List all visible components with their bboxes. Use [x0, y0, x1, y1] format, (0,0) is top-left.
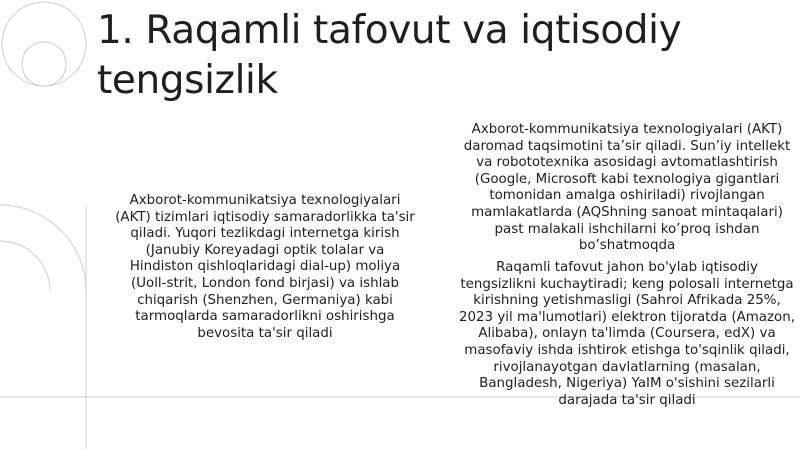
- left-paragraph: Axborot-kommunikatsiya texnologiyalari (AKT) tizimlari iqtisodiy samaradorlikka ta'sir qiladi. Yuqori tezlikdagi internetga kirish (Janubiy Koreyadagi optik tolalar va Hindiston qishloqlaridagi dial-up) moliya (Uoll-strit, London fond birjasi) va ishlab chiqarish (Shenzhen, Germaniya) kabi tarmoqlarda samaradorlikni oshirishga bevosita ta'sir qiladi: [115, 193, 415, 341]
- slide-title: 1. Raqamli tafovut va iqtisodiy tengsizlik: [97, 8, 682, 103]
- right-paragraph-bottom: Raqamli tafovut jahon bo'ylab iqtisodiy tengsizlikni kuchaytiradi; keng polosali internetga kirishning yetishmasligi (Sahroi Afrikada 25%, 2023 yil ma'lumotlari) elektron tijoratda (Amazon, Alibaba), onlayn ta'limda (Coursera, edX) va masofaviy ishda ishtirok etishga to'sqinlik qiladi, rivojlanayotgan davlatlarning (masalan, Bangladesh, Nigeriya) YaIM o'sishini sezilarli darajada ta'sir qiladi: [459, 260, 795, 408]
- deco-small-circle: [22, 42, 66, 86]
- right-paragraph-top: Axborot-kommunikatsiya texnologiyalari (AKT) daromad taqsimotini ta’sir qiladi. Sun’iy intellekt va robototexnika asosidagi avtomatlashtirish (Google, Microsoft kabi texnologiya gigantlari tomonidan amalga oshiriladi) rivojlangan mamlakatlarda (AQShning sanoat mintaqalari) past malakali ishchilarni ko’proq ishdan bo’shatmoqda: [463, 122, 791, 254]
- deco-arc-inner: [0, 241, 50, 291]
- deco-arc-lower: [0, 205, 86, 291]
- deco-large-circle: [2, 2, 86, 86]
